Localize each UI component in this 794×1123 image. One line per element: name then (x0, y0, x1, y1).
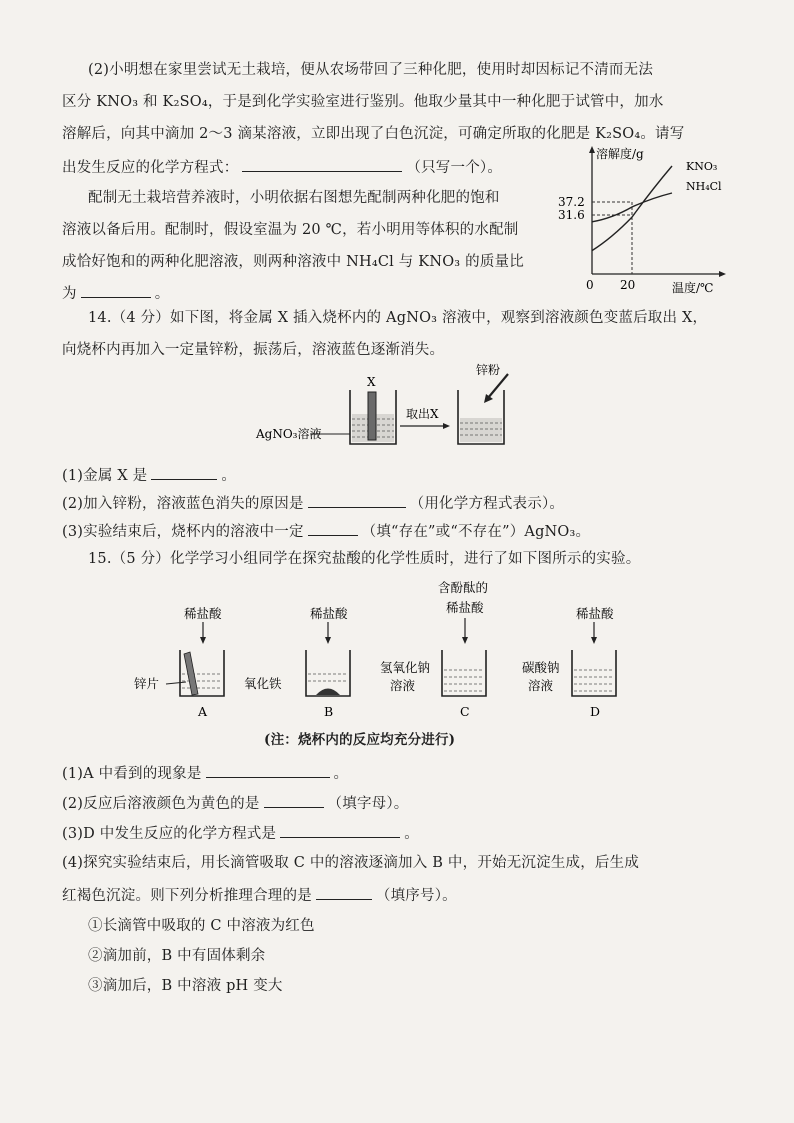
answer-blank[interactable] (316, 884, 372, 900)
beaker-a-acid-label: 稀盐酸 (184, 606, 222, 621)
q13-line-7: 成恰好饱和的两种化肥溶液，则两种溶液中 NH₄Cl 与 KNO₃ 的质量比 (62, 254, 524, 270)
q15-figure (128, 578, 648, 728)
answer-blank[interactable] (280, 822, 400, 838)
q14-sub-3 (62, 520, 590, 542)
x-axis-arrow (719, 271, 726, 277)
q13-line-1: (2)小明想在家里尝试无土栽培，便从农场带回了三种化肥，使用时却因标记不清而无法 (88, 62, 654, 78)
label-c: C (460, 704, 470, 719)
answer-blank[interactable] (81, 282, 151, 298)
metal-x-label: X (367, 375, 376, 389)
answer-blank[interactable] (151, 464, 217, 480)
na2co3-label-2: 溶液 (528, 678, 554, 693)
q15-sub-3-suffix: 。 (404, 826, 419, 842)
q15-sub-2-suffix: （填字母）。 (327, 796, 409, 812)
kno3-series-label: KNO₃ (686, 160, 718, 173)
q15-note: (注：烧杯内的反应均充分进行) (264, 732, 456, 748)
naoh-label-2: 溶液 (390, 678, 416, 693)
q14-sub-1 (62, 464, 236, 486)
zinc-powder-arrow (488, 374, 508, 398)
q14-stem-1: 14.（4 分）如下图，将金属 X 插入烧杯内的 AgNO₃ 溶液中，观察到溶液颜色变蓝后取出 X， (88, 310, 708, 326)
q13-line-3: 溶解后，向其中滴加 2～3 滴某溶液，立即出现了白色沉淀，可确定所取的化肥是 K₂SO₄。请写 (62, 126, 685, 142)
solubility-chart (536, 140, 736, 300)
x-axis-label: 温度/℃ (672, 281, 714, 295)
q13-line-4 (62, 156, 502, 178)
takeout-label: 取出X (406, 407, 439, 421)
zinc-strip-label: 锌片 (134, 676, 160, 691)
q15-sub-4-suffix: （填序号）。 (375, 888, 457, 904)
beaker-d-acid-label: 稀盐酸 (576, 606, 614, 621)
label-a: A (198, 704, 208, 719)
answer-blank[interactable] (242, 156, 402, 172)
y-axis-arrow (589, 146, 595, 153)
q15-sub-3 (62, 822, 419, 844)
nh4cl-series-label: NH₄Cl (686, 180, 722, 193)
metal-x-strip (368, 392, 376, 440)
beaker-d (572, 650, 616, 696)
q13-line-5: 配制无土栽培营养液时，小明依据右图想先配制两种化肥的饱和 (88, 190, 500, 206)
zinc-strip (184, 652, 198, 695)
q13-line-8-text: 为 (62, 286, 77, 302)
q15-sub-2 (62, 792, 409, 814)
y-tick-label-high: 37.2 (558, 195, 585, 209)
q14-sub-3-text: (3)实验结束后，烧杯内的溶液中一定 (62, 524, 304, 540)
q13-line-6: 溶液以备后用。配制时，假设室温为 20 ℃，若小明用等体积的水配制 (62, 222, 519, 238)
beaker-c-acid-label-1: 含酚酞的 (438, 580, 489, 595)
y-tick-label-low: 31.6 (558, 208, 585, 222)
q15-sub-3-text: (3)D 中发生反应的化学方程式是 (62, 826, 277, 842)
q13-line-4-suffix: （只写一个）。 (406, 160, 503, 176)
q15-sub-1-text: (1)A 中看到的现象是 (62, 766, 202, 782)
q14-sub-1-text: (1)金属 X 是 (62, 468, 148, 484)
origin-label: 0 (586, 278, 594, 292)
q15-option-3: ③滴加后，B 中溶液 pH 变大 (88, 978, 283, 994)
beaker-c-acid-label-2: 稀盐酸 (446, 600, 484, 615)
right-beaker-liquid (460, 418, 502, 442)
q13-line-4-text: 出发生反应的化学方程式： (62, 160, 239, 176)
q15-sub-2-text: (2)反应后溶液颜色为黄色的是 (62, 796, 260, 812)
q13-line-8-suffix: 。 (154, 286, 170, 302)
q13-line-2: 区分 KNO₃ 和 K₂SO₄，于是到化学实验室进行鉴别。他取少量其中一种化肥于试管中，加水 (62, 94, 664, 110)
q14-sub-3-suffix: （填“存在”或“不存在”）AgNO₃。 (361, 524, 591, 540)
iron-oxide-solid (316, 689, 340, 696)
q15-sub-1-suffix: 。 (333, 766, 349, 782)
agno3-solution-label: AgNO₃溶液 (256, 427, 322, 441)
answer-blank[interactable] (264, 792, 324, 808)
q14-figure (250, 362, 550, 452)
q15-option-1: ①长滴管中吸取的 C 中溶液为红色 (88, 918, 315, 934)
beaker-c (442, 650, 486, 696)
q15-stem: 15.（5 分）化学学习小组同学在探究盐酸的化学性质时，进行了如下图所示的实验。 (88, 551, 641, 567)
answer-blank[interactable] (308, 520, 358, 536)
q15-sub-1 (62, 762, 348, 784)
q15-sub-4-text: 红褐色沉淀。则下列分析推理合理的是 (62, 888, 312, 904)
na2co3-label-1: 碳酸钠 (522, 660, 560, 675)
q15-sub-4-line-1: (4)探究实验结束后，用长滴管吸取 C 中的溶液逐滴加入 B 中，开始无沉淀生成，后生成 (62, 855, 640, 871)
naoh-label-1: 氢氧化钠 (380, 660, 431, 675)
beaker-b-acid-label: 稀盐酸 (310, 606, 348, 621)
q15-option-2: ②滴加前，B 中有固体剩余 (88, 948, 266, 964)
q14-sub-1-suffix: 。 (221, 468, 237, 484)
label-d: D (590, 704, 601, 719)
iron-oxide-label: 氧化铁 (244, 676, 282, 691)
answer-blank[interactable] (206, 762, 330, 778)
q14-stem-2: 向烧杯内再加入一定量锌粉，振荡后，溶液蓝色逐渐消失。 (62, 342, 445, 358)
zinc-powder-label: 锌粉 (476, 363, 501, 377)
q14-sub-2-suffix: （用化学方程式表示）。 (409, 496, 565, 512)
answer-blank[interactable] (308, 492, 406, 508)
label-b: B (324, 704, 334, 719)
x-tick-label: 20 (620, 278, 636, 292)
y-axis-label: 溶解度/g (596, 147, 644, 161)
q14-sub-2-text: (2)加入锌粉，溶液蓝色消失的原因是 (62, 496, 304, 512)
q13-line-8 (62, 282, 169, 304)
q15-sub-4-line-2 (62, 884, 457, 906)
q14-sub-2 (62, 492, 564, 514)
